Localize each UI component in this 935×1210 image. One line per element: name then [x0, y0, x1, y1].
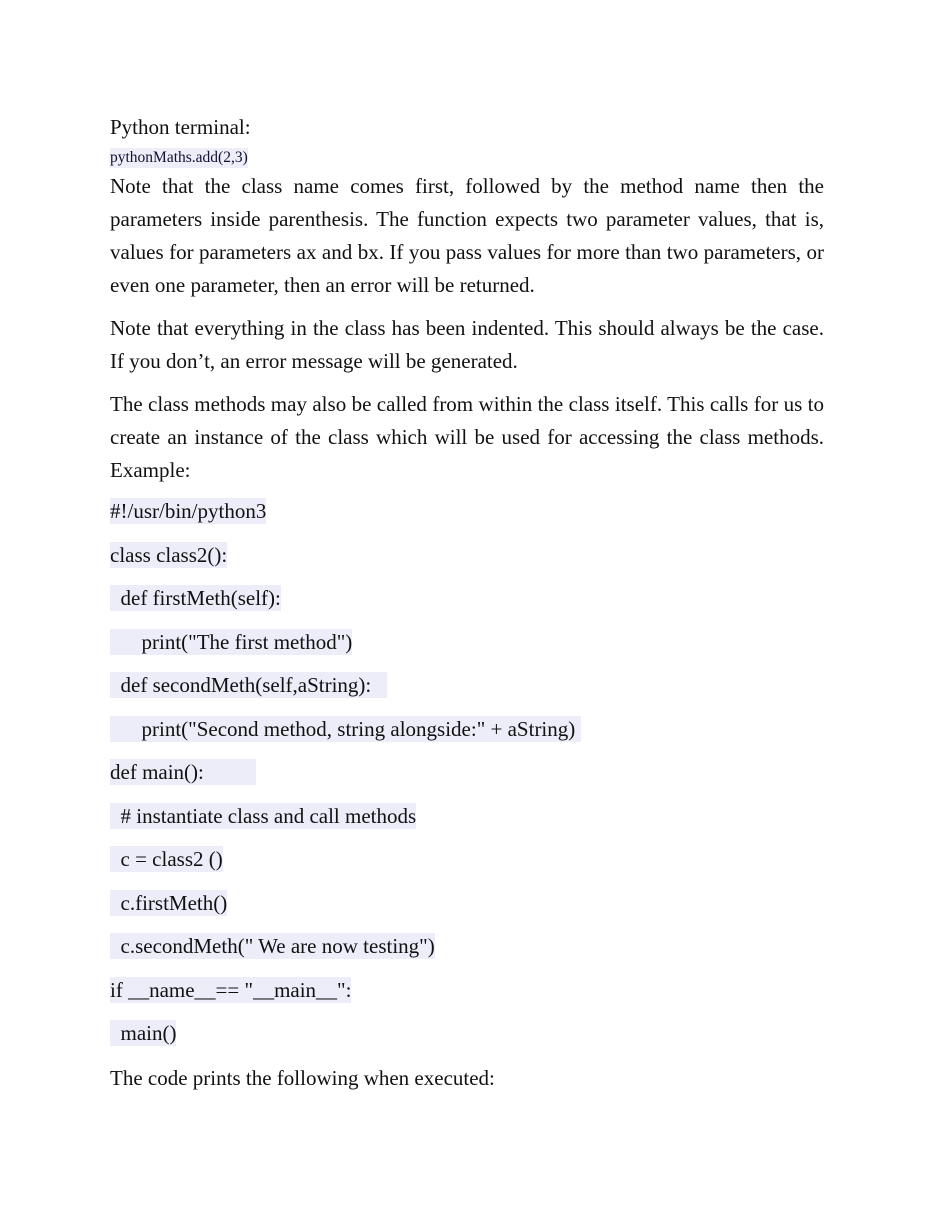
code-text: def firstMeth(self):: [110, 586, 281, 610]
code-line: [110, 715, 824, 759]
code-line: [110, 889, 824, 933]
code-text: print("The first method"): [110, 629, 353, 654]
code-line: [110, 541, 824, 585]
code-text: main(): [110, 1021, 177, 1045]
code-line: [110, 845, 824, 889]
code-text: c.firstMeth(): [110, 890, 228, 915]
closing-paragraph: The code prints the following when executed:: [110, 1065, 495, 1090]
code-line: [110, 497, 824, 541]
code-text: #!/usr/bin/python3: [110, 499, 267, 523]
code-line: [110, 758, 824, 802]
code-line: [110, 584, 824, 628]
code-line: [110, 802, 824, 846]
code-text: # instantiate class and call methods: [110, 803, 417, 828]
code-line: [110, 1019, 824, 1063]
terminal-command-line: [110, 142, 824, 170]
paragraph-instance-intro: The class methods may also be called from within the class itself. This calls for us to create an instance of the class which will be used for accessing the class methods. Example:: [110, 392, 824, 482]
code-text: c.secondMeth(" We are now testing"): [110, 934, 435, 958]
code-line: [110, 628, 824, 672]
paragraph-class-call-explanation: Note that the class name comes first, followed by the method name then the parameters inside parenthesis. The function expects two parameter values, that is, values for parameters ax and bx. If you pass values for more than two parameters, or even one parameter, then an error will be returned.: [110, 174, 824, 297]
code-line: [110, 932, 824, 976]
code-line: [110, 671, 824, 715]
paragraph-indentation-note: Note that everything in the class has been indented. This should always be the case. If you don’t, an error message will be generated.: [110, 316, 824, 373]
terminal-command: pythonMaths.add(2,3): [110, 149, 248, 166]
code-text: def secondMeth(self,aString):: [110, 673, 388, 697]
code-text: if __name__== "__main__":: [110, 977, 352, 1002]
code-block: [110, 497, 824, 1063]
code-line: [110, 976, 824, 1020]
code-text: def main():: [110, 760, 257, 784]
document-page: [110, 112, 824, 1093]
code-text: print("Second method, string alongside:" + aString): [110, 716, 581, 741]
section-heading: Python terminal:: [110, 115, 251, 139]
code-text: c = class2 (): [110, 847, 223, 871]
code-text: class class2():: [110, 542, 228, 567]
